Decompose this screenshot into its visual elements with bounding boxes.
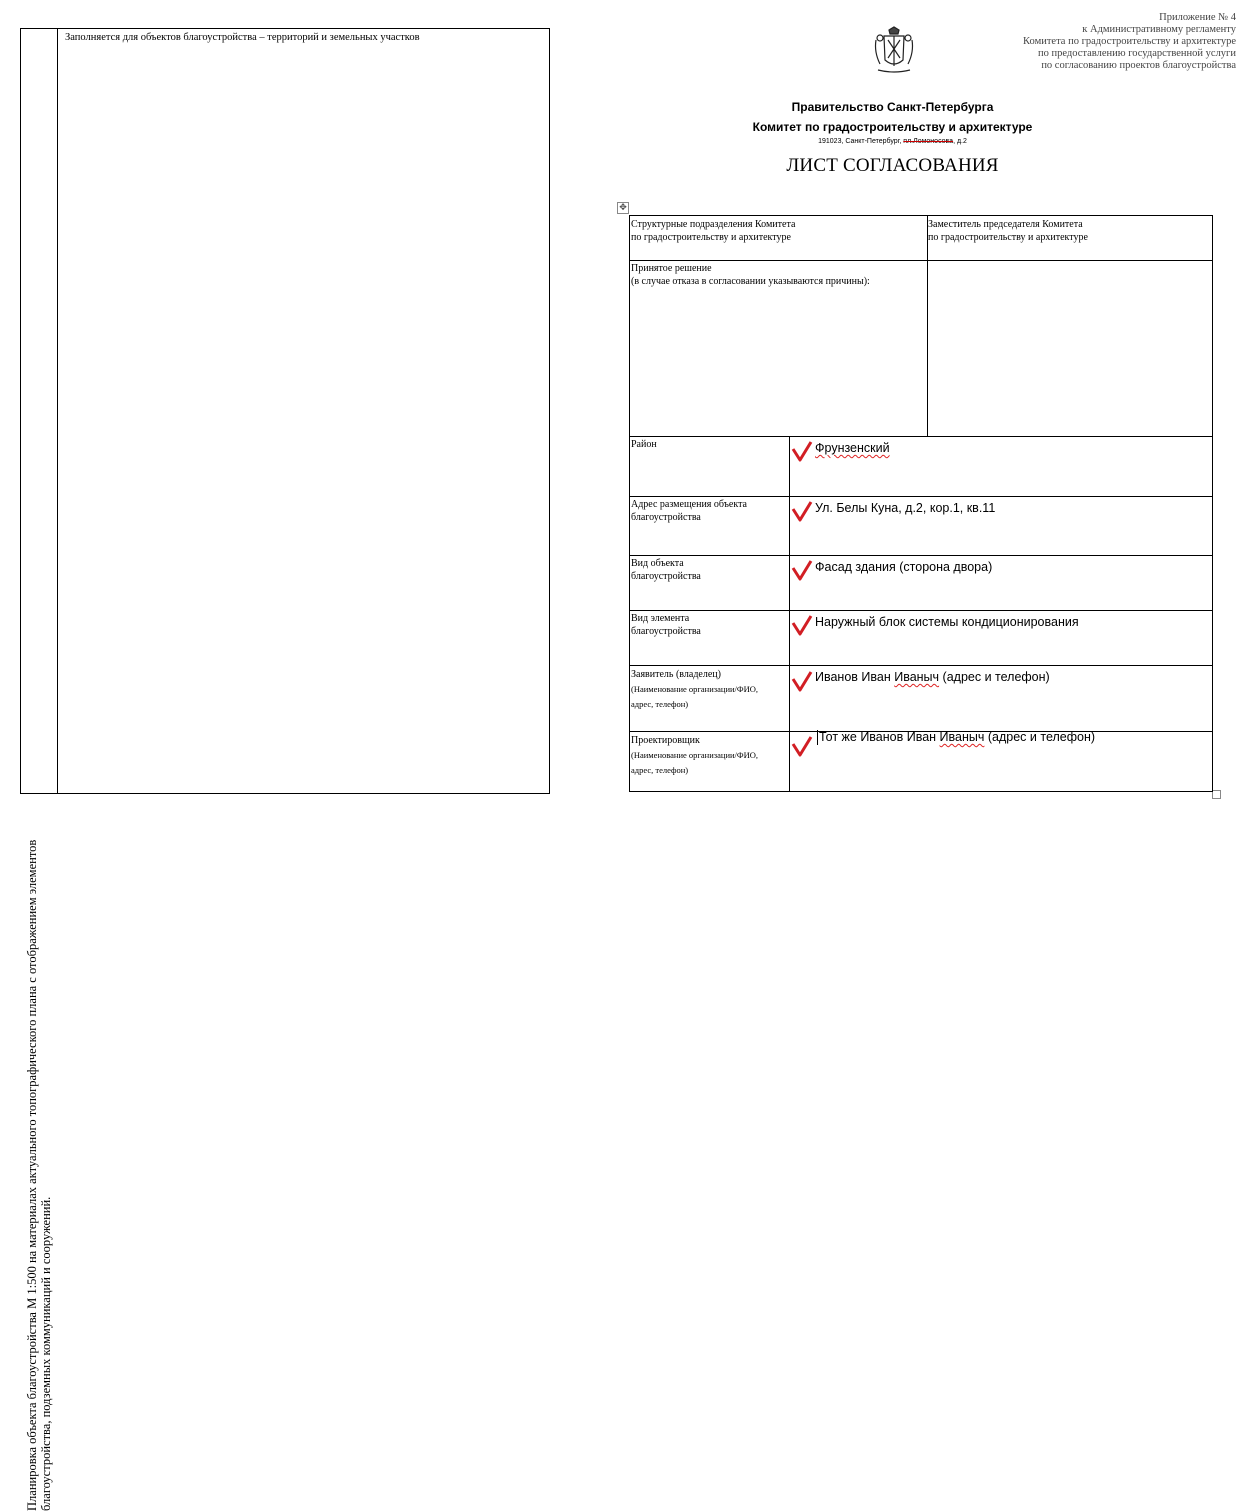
address-street: пл.Ломоносова: [903, 138, 954, 145]
district-text: Фрунзенский: [815, 441, 890, 455]
government-title: Правительство Санкт-Петербурга: [791, 100, 994, 114]
designer-prefix: Тот же Иванов Иван: [819, 730, 940, 744]
designer-suffix: (адрес и телефон): [984, 730, 1096, 744]
value-element-type[interactable]: Наружный блок системы кондиционирования: [815, 615, 1079, 629]
header-cell-deputy-chairman: [927, 216, 1212, 246]
cell-line: (Наименование организации/ФИО,: [631, 750, 759, 760]
table-resize-handle[interactable]: [1212, 790, 1221, 799]
spb-coat-of-arms-icon: [872, 26, 916, 76]
header-cell-departments: [630, 216, 927, 246]
cell-line: Структурные подразделения Комитета: [631, 219, 796, 230]
red-check-icon: [791, 614, 813, 636]
address-suffix: , д.2: [953, 138, 967, 145]
cell-line: Район: [631, 439, 657, 450]
sheet-title: ЛИСТ СОГЛАСОВАНИЯ: [786, 155, 999, 176]
value-object-type[interactable]: Фасад здания (сторона двора): [815, 560, 993, 574]
label-designer: [630, 731, 789, 780]
label-district: [630, 436, 789, 453]
value-district[interactable]: [815, 441, 890, 456]
approval-table: [629, 215, 1213, 792]
left-note: Заполняется для объектов благоустройства – территорий и земельных участков: [65, 32, 420, 43]
label-address: [630, 496, 789, 526]
applicant-prefix: Иванов Иван: [815, 670, 895, 684]
cell-line: адрес, телефон): [631, 699, 689, 709]
cell-line: Заместитель председателя Комитета: [928, 219, 1083, 230]
committee-title: Комитет по градостроительству и архитектуре: [752, 120, 1033, 134]
value-designer[interactable]: [817, 730, 1095, 745]
cell-line: Проектировщик: [631, 735, 700, 746]
red-check-icon: [791, 670, 813, 692]
cell-line: по градостроительству и архитектуре: [928, 232, 1088, 243]
table-rule: [789, 436, 790, 791]
value-address[interactable]: Ул. Белы Куна, д.2, кор.1, кв.11: [815, 501, 996, 515]
decision-cell[interactable]: [630, 260, 927, 290]
table-move-handle-icon[interactable]: ✥: [617, 202, 629, 214]
decision-cell-empty[interactable]: [927, 260, 1212, 436]
applicant-patronymic: Иваныч: [894, 670, 940, 684]
cell-line: благоустройства: [631, 571, 701, 582]
annex-line: по согласованию проектов благоустройства: [1041, 60, 1236, 71]
label-element-type: [630, 610, 789, 640]
annex-line: к Административному регламенту: [1082, 24, 1236, 35]
cell-line: по градостроительству и архитектуре: [631, 232, 791, 243]
annex-line: по предоставлению государственной услуги: [1038, 48, 1236, 59]
cell-line: Заявитель (владелец): [631, 669, 721, 680]
applicant-suffix: (адрес и телефон): [939, 670, 1050, 684]
cell-line: (Наименование организации/ФИО,: [631, 684, 759, 694]
committee-address: [600, 138, 1185, 145]
annex-block: [976, 12, 1236, 72]
vertical-caption: Планировка объекта благоустройства М 1:500 на материалах актуального топографического плана с отображением элементов благоустройства, подземных коммуникаций и сооружений.: [25, 839, 53, 1511]
red-check-icon: [791, 440, 813, 462]
designer-patronymic: Иваныч: [939, 730, 985, 744]
cell-line: Адрес размещения объекта: [631, 499, 747, 510]
cell-line: благоустройства: [631, 626, 701, 637]
annex-line: Приложение № 4: [1159, 12, 1236, 23]
red-check-icon: [791, 500, 813, 522]
address-prefix: 191023, Санкт-Петербург,: [818, 138, 904, 145]
label-object-type: [630, 555, 789, 585]
cell-line: Принятое решение: [631, 263, 712, 274]
cell-line: благоустройства: [631, 512, 701, 523]
red-check-icon: [791, 559, 813, 581]
label-applicant: [630, 665, 789, 714]
left-vertical-column: [21, 29, 58, 1511]
red-check-icon: [791, 735, 813, 757]
left-page-frame: [20, 28, 550, 1511]
cell-line: (в случае отказа в согласовании указываются причины):: [631, 276, 870, 287]
cell-line: Вид объекта: [631, 558, 684, 569]
cell-line: Вид элемента: [631, 613, 690, 624]
cell-line: адрес, телефон): [631, 765, 689, 775]
annex-line: Комитета по градостроительству и архитектуре: [1023, 36, 1236, 47]
value-applicant[interactable]: [815, 670, 1050, 685]
